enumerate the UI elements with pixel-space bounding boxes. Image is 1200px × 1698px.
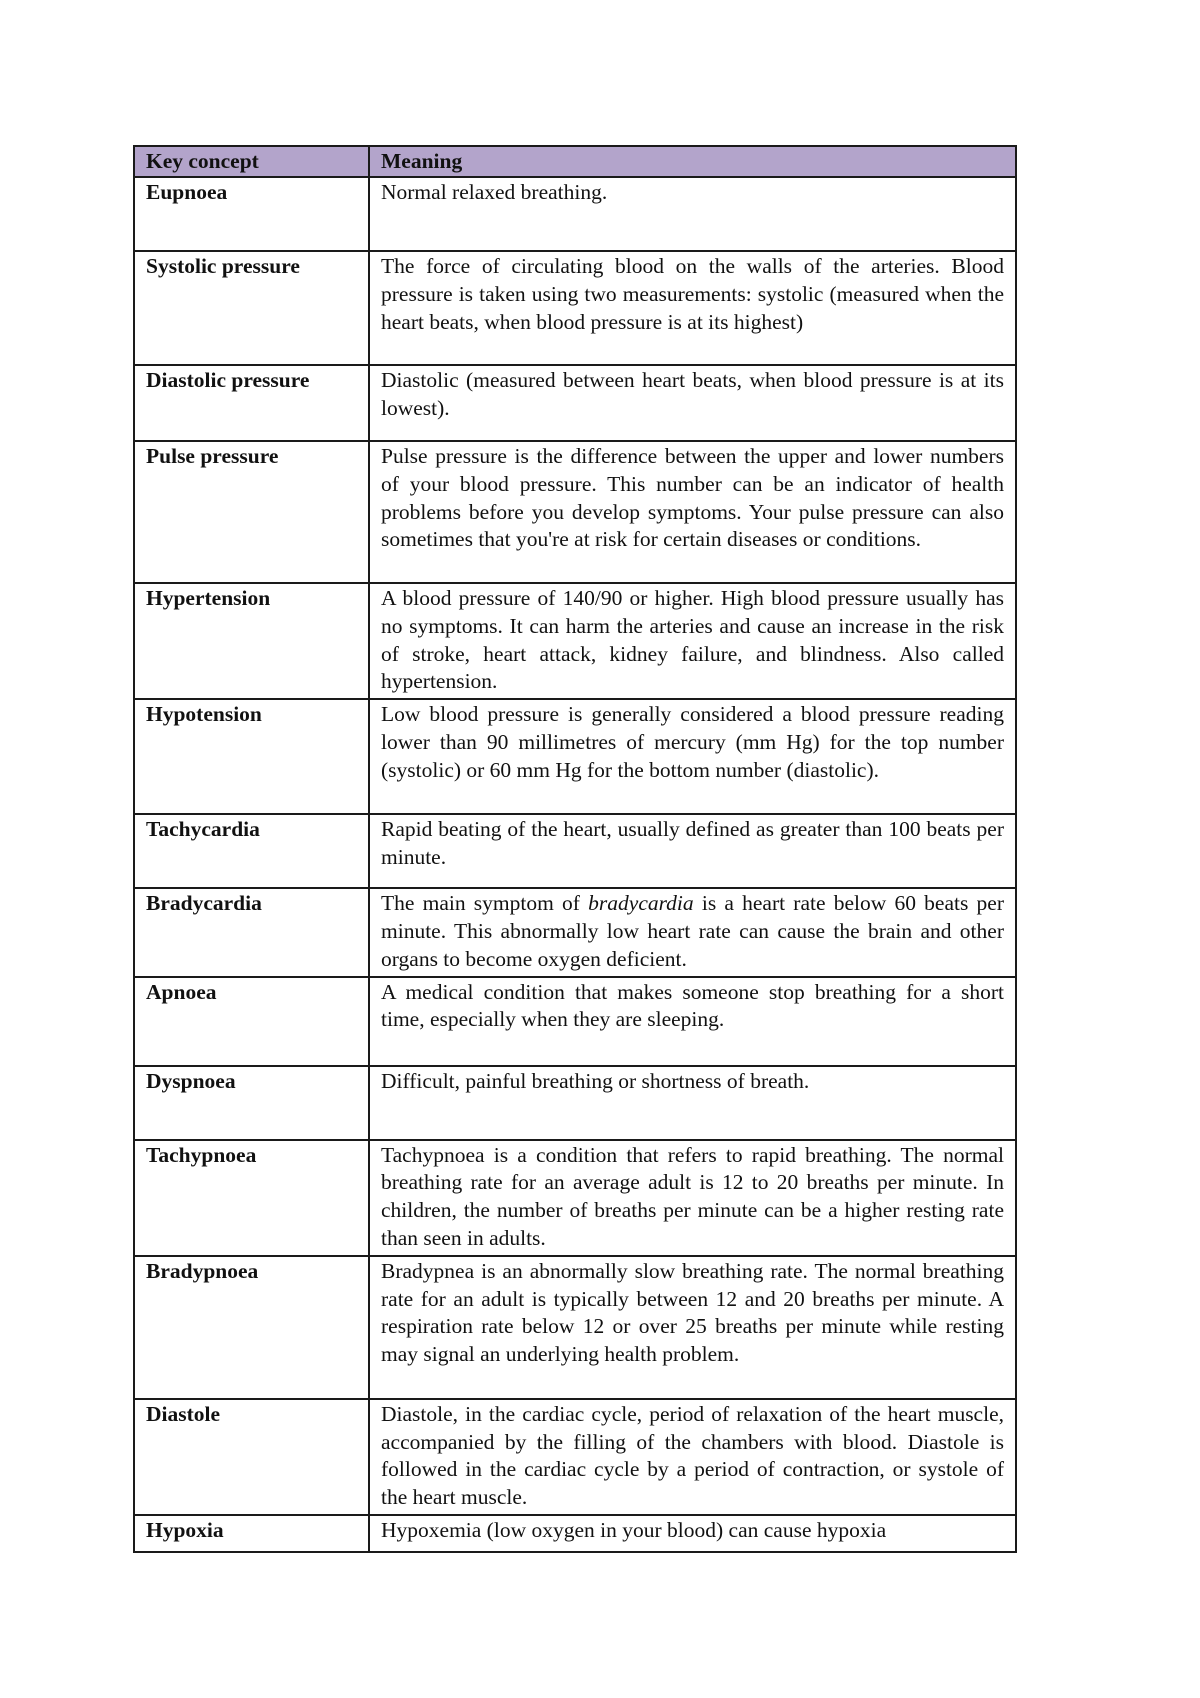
term-bradypnoea: Bradypnoea bbox=[134, 1256, 369, 1399]
meaning-bradypnoea: Bradypnea is an abnormally slow breathing rate. The normal breathing rate for an adult is typically between 12 and 20 breaths per minute. A respiration rate below 12 or over 25 breaths per minute while resting may signal an underlying health problem. bbox=[369, 1256, 1016, 1399]
table-row bbox=[134, 1140, 1016, 1256]
term-dyspnoea: Dyspnoea bbox=[134, 1066, 369, 1140]
meaning-apnoea: A medical condition that makes someone stop breathing for a short time, especially when they are sleeping. bbox=[369, 977, 1016, 1066]
key-concepts-table bbox=[133, 145, 1017, 1553]
term-tachycardia: Tachycardia bbox=[134, 814, 369, 888]
table-row bbox=[134, 814, 1016, 888]
header-meaning: Meaning bbox=[369, 146, 1016, 177]
table-header-row bbox=[134, 146, 1016, 177]
table-row bbox=[134, 1256, 1016, 1399]
meaning-hypertension: A blood pressure of 140/90 or higher. High blood pressure usually has no symptoms. It can harm the arteries and cause an increase in the risk of stroke, heart attack, kidney failure, and blindness. Also called hypertension. bbox=[369, 583, 1016, 699]
term-diastole: Diastole bbox=[134, 1399, 369, 1515]
meaning-bradycardia bbox=[369, 888, 1016, 976]
table-row bbox=[134, 699, 1016, 814]
table-row bbox=[134, 888, 1016, 976]
table-row bbox=[134, 365, 1016, 441]
term-hypoxia: Hypoxia bbox=[134, 1515, 369, 1552]
table-row bbox=[134, 583, 1016, 699]
term-eupnoea: Eupnoea bbox=[134, 177, 369, 251]
term-diastolic-pressure: Diastolic pressure bbox=[134, 365, 369, 441]
meaning-systolic-pressure: The force of circulating blood on the walls of the arteries. Blood pressure is taken using two measurements: systolic (measured when the heart beats, when blood pressure is at its highest) bbox=[369, 251, 1016, 365]
meaning-diastolic-pressure: Diastolic (measured between heart beats, when blood pressure is at its lowest). bbox=[369, 365, 1016, 441]
header-key-concept: Key concept bbox=[134, 146, 369, 177]
meaning-hypoxia: Hypoxemia (low oxygen in your blood) can cause hypoxia bbox=[369, 1515, 1016, 1552]
table-row bbox=[134, 977, 1016, 1066]
table-row bbox=[134, 1399, 1016, 1515]
meaning-hypotension: Low blood pressure is generally considered a blood pressure reading lower than 90 millimetres of mercury (mm Hg) for the top number (systolic) or 60 mm Hg for the bottom number (diastolic). bbox=[369, 699, 1016, 814]
table-row bbox=[134, 251, 1016, 365]
meaning-eupnoea: Normal relaxed breathing. bbox=[369, 177, 1016, 251]
term-hypotension: Hypotension bbox=[134, 699, 369, 814]
table-row bbox=[134, 1515, 1016, 1552]
term-apnoea: Apnoea bbox=[134, 977, 369, 1066]
term-systolic-pressure: Systolic pressure bbox=[134, 251, 369, 365]
meaning-bradycardia-italic: bradycardia bbox=[588, 891, 694, 916]
table-row bbox=[134, 1066, 1016, 1140]
term-bradycardia: Bradycardia bbox=[134, 888, 369, 976]
meaning-dyspnoea: Difficult, painful breathing or shortness of breath. bbox=[369, 1066, 1016, 1140]
meaning-bradycardia-before: The main symptom of bbox=[381, 891, 589, 916]
meaning-pulse-pressure: Pulse pressure is the difference between the upper and lower numbers of your blood pressure. This number can be an indicator of health problems before you develop symptoms. Your pulse pressure can also sometimes that you're at risk for certain diseases or conditions. bbox=[369, 441, 1016, 583]
meaning-tachypnoea: Tachypnoea is a condition that refers to rapid breathing. The normal breathing rate for an average adult is 12 to 20 breaths per minute. In children, the number of breaths per minute can be a higher resting rate than seen in adults. bbox=[369, 1140, 1016, 1256]
table-row bbox=[134, 441, 1016, 583]
table-row bbox=[134, 177, 1016, 251]
term-pulse-pressure: Pulse pressure bbox=[134, 441, 369, 583]
meaning-bradycardia-after: is a heart rate below 60 beats per minute. This abnormally low heart rate can cause the brain and other organs to become oxygen deficient. bbox=[381, 891, 1004, 971]
meaning-diastole: Diastole, in the cardiac cycle, period of relaxation of the heart muscle, accompanied by the filling of the chambers with blood. Diastole is followed in the cardiac cycle by a period of contraction, or systole of the heart muscle. bbox=[369, 1399, 1016, 1515]
term-hypertension: Hypertension bbox=[134, 583, 369, 699]
meaning-tachycardia: Rapid beating of the heart, usually defined as greater than 100 beats per minute. bbox=[369, 814, 1016, 888]
term-tachypnoea: Tachypnoea bbox=[134, 1140, 369, 1256]
